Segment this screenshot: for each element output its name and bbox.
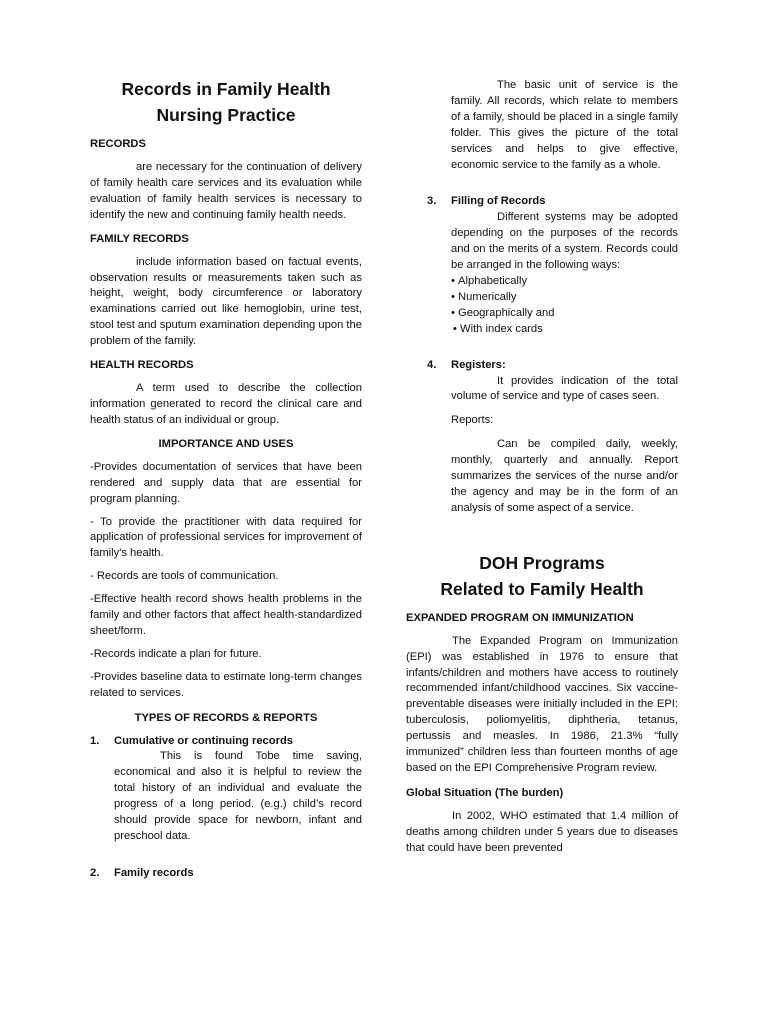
reports-label: Reports: [451,414,494,427]
global-situation-heading: Global Situation (The burden) [406,786,564,799]
importance-item: -Effective health record shows health problems in the family and other factors that affect health-standardized sheet/form. [90,593,362,637]
list-item: • Numerically [451,290,678,306]
filing-methods-list [451,274,678,338]
item-title: Family records [114,866,194,879]
item-title: Registers: [451,358,506,371]
item-number: 1. [90,734,100,747]
importance-item: -Provides baseline data to estimate long-term changes related to services. [90,670,362,699]
title-line-1: Records in Family Health [121,79,331,99]
right-column [406,78,678,864]
importance-item: -Provides documentation of services that have been rendered and supply data that are essential for program planning. [90,460,362,505]
epi-paragraph: The Expanded Program on Immunization (EPI) was established in 1976 to ensure that infants/children and mothers have access to routinely recommended infant/childhood vaccines. Six vaccine-preventable diseases were initially included in the EPI: tuberculosis, poliomyelitis, diphtheria, tetanus, pertussis and measles. In 1986, 21.3% “fully immunized” children less than fourteen months of age based on the EPI Comprehensive Program review. [406,634,678,774]
health-records-paragraph: A term used to describe the collection information generated to record the clinical care and health status of an individual or group. [90,382,362,426]
types-item-1 [90,734,362,845]
doh-title-line-2: Related to Family Health [440,578,644,599]
types-item-4 [427,358,678,517]
family-records-heading: FAMILY RECORDS [90,232,189,245]
family-records-paragraph: The basic unit of service is the family. All records, which relate to members of a family, should be placed in a single family folder. This gives the picture of the total services and helps to give effective, economic service to the family as a whole. [451,79,678,171]
types-item-3 [427,194,678,337]
document-title [90,76,362,128]
title-line-2: Nursing Practice [156,105,296,125]
importance-item: - To provide the practitioner with data required for application of professional services for improvement of family's health. [90,515,362,560]
list-item: • Alphabetically [451,274,678,290]
doh-title-line-1: DOH Programs [479,552,605,573]
item-title: Cumulative or continuing records [114,734,294,747]
item-number: 4. [427,358,437,371]
item-paragraph: This is found Tobe time saving, economical and also it is helpful to review the total history of an individual and evaluate the progress of a long period. (e.g.) child’s record should provide space for newborn, infant and preschool data. [114,750,362,842]
item-number: 2. [90,866,100,879]
importance-item: -Records indicate a plan for future. [90,647,262,660]
family-records-paragraph: include information based on factual events, observation results or measurements taken such as height, weight, body circumference or laboratory examinations carried out like hemoglobin, urine test, stool test and sputum examination depending upon the problem of the family. [90,255,362,348]
importance-item: - Records are tools of communication. [90,570,279,583]
item-title: Filling of Records [451,195,546,208]
epi-heading: EXPANDED PROGRAM ON IMMUNIZATION [406,611,634,624]
item-number: 3. [427,195,437,208]
left-column [90,76,362,882]
records-heading: RECORDS [90,138,146,150]
types-item-2 [90,866,362,882]
reports-paragraph: Can be compiled daily, weekly, monthly, quarterly and annually. Report summarizes the services of the nurse and/or the agency and may be in the form of an analysis of some aspect of a service. [451,438,678,514]
item-paragraph: Different systems may be adopted depending on the purposes of the records and on the merits of a system. Records could be arranged in the following ways: [451,211,678,272]
types-heading: TYPES OF RECORDS & REPORTS [134,711,318,724]
doh-title [406,550,678,602]
item-paragraph: It provides indication of the total volume of service and type of cases seen. [451,374,678,403]
records-paragraph: are necessary for the continuation of delivery of family health care services and its evaluation while evaluation of family health services is necessary to identify the new and continuing family health needs. [90,161,362,221]
health-records-heading: HEALTH RECORDS [90,359,194,372]
list-item: • Geographically and [451,306,678,322]
list-item: • With index cards [451,322,678,338]
global-situation-paragraph: In 2002, WHO estimated that 1.4 million of deaths among children under 5 years due to diseases that could have been prevented [406,809,678,854]
importance-heading: IMPORTANCE AND USES [158,437,294,450]
